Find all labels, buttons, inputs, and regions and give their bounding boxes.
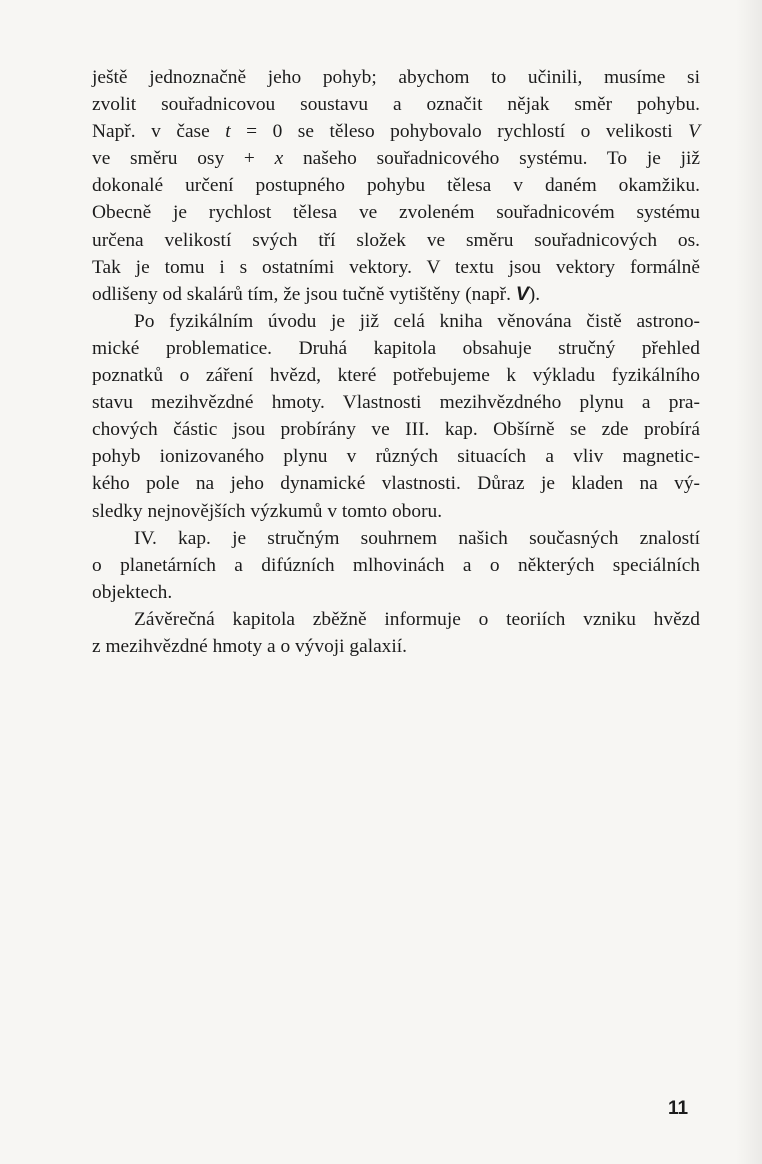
text-line [92,145,700,172]
text-run: odlišeny od skalárů tím, že jsou tučně vytištěny (např. [92,283,516,305]
paragraph [92,525,700,606]
body-text [92,64,700,660]
text-run: = 0 se těleso pohybovalo rychlostí o velikosti [230,121,689,143]
text-line: objektech. [92,581,173,603]
paragraph [92,308,700,525]
text-run: ). [528,283,541,305]
text-line: určena velikostí svých tří složek ve směru souřadnicových os. [92,229,700,251]
text-line: poznatků o záření hvězd, které potřebujeme k výkladu fyzikálního [92,365,700,387]
text-line: dokonalé určení postupného pohybu tělesa v daném okamžiku. [92,175,700,197]
text-line: stavu mezihvězdné hmoty. Vlastnosti mezihvězdného plynu a pra- [92,392,700,414]
text-line: chových částic jsou probírány ve III. kap. Obšírně se zde probírá [92,419,700,441]
text-line: pohyb ionizovaného plynu v různých situacích a vliv magnetic- [92,446,700,468]
page-edge-shadow [736,0,762,1164]
text-line: ještě jednoznačně jeho pohyb; abychom to učinili, musíme si [92,67,700,88]
text-line: Závěrečná kapitola zběžně informuje o teoriích vzniku hvězd [134,608,700,630]
text-line [92,118,700,145]
text-line: Tak je tomu i s ostatními vektory. V textu jsou vektory formálně [92,256,700,278]
text-line: o planetárních a difúzních mlhovinách a o některých speciálních [92,554,700,576]
page-number: 11 [668,1098,689,1119]
text-line: kého pole na jeho dynamické vlastnosti. Důraz je kladen na vý- [92,473,700,495]
text-run: našeho souřadnicového systému. To je již [283,148,701,170]
text-line: mické problematice. Druhá kapitola obsahuje stručný přehled [92,337,700,359]
text-line: sledky nejnovějších výzkumů v tomto oboru. [92,500,443,522]
text-line: zvolit souřadnicovou soustavu a označit nějak směr pohybu. [92,94,700,116]
math-variable: V [688,121,700,143]
text-line: Obecně je rychlost tělesa ve zvoleném souřadnicovém systému [92,202,700,224]
vector-symbol: V [515,282,529,305]
text-line: z mezihvězdné hmoty a o vývoji galaxií. [92,635,408,657]
math-variable: x [274,148,284,170]
text-run: Např. v čase [92,121,226,143]
text-run: ve směru osy + [92,148,275,170]
math-variable: t [225,121,231,143]
text-line: Po fyzikálním úvodu je již celá kniha věnována čistě astrono- [134,310,700,332]
text-line: IV. kap. je stručným souhrnem našich současných znalostí [134,527,700,549]
paragraph [92,64,700,308]
text-line [92,281,700,308]
paragraph [92,606,700,660]
